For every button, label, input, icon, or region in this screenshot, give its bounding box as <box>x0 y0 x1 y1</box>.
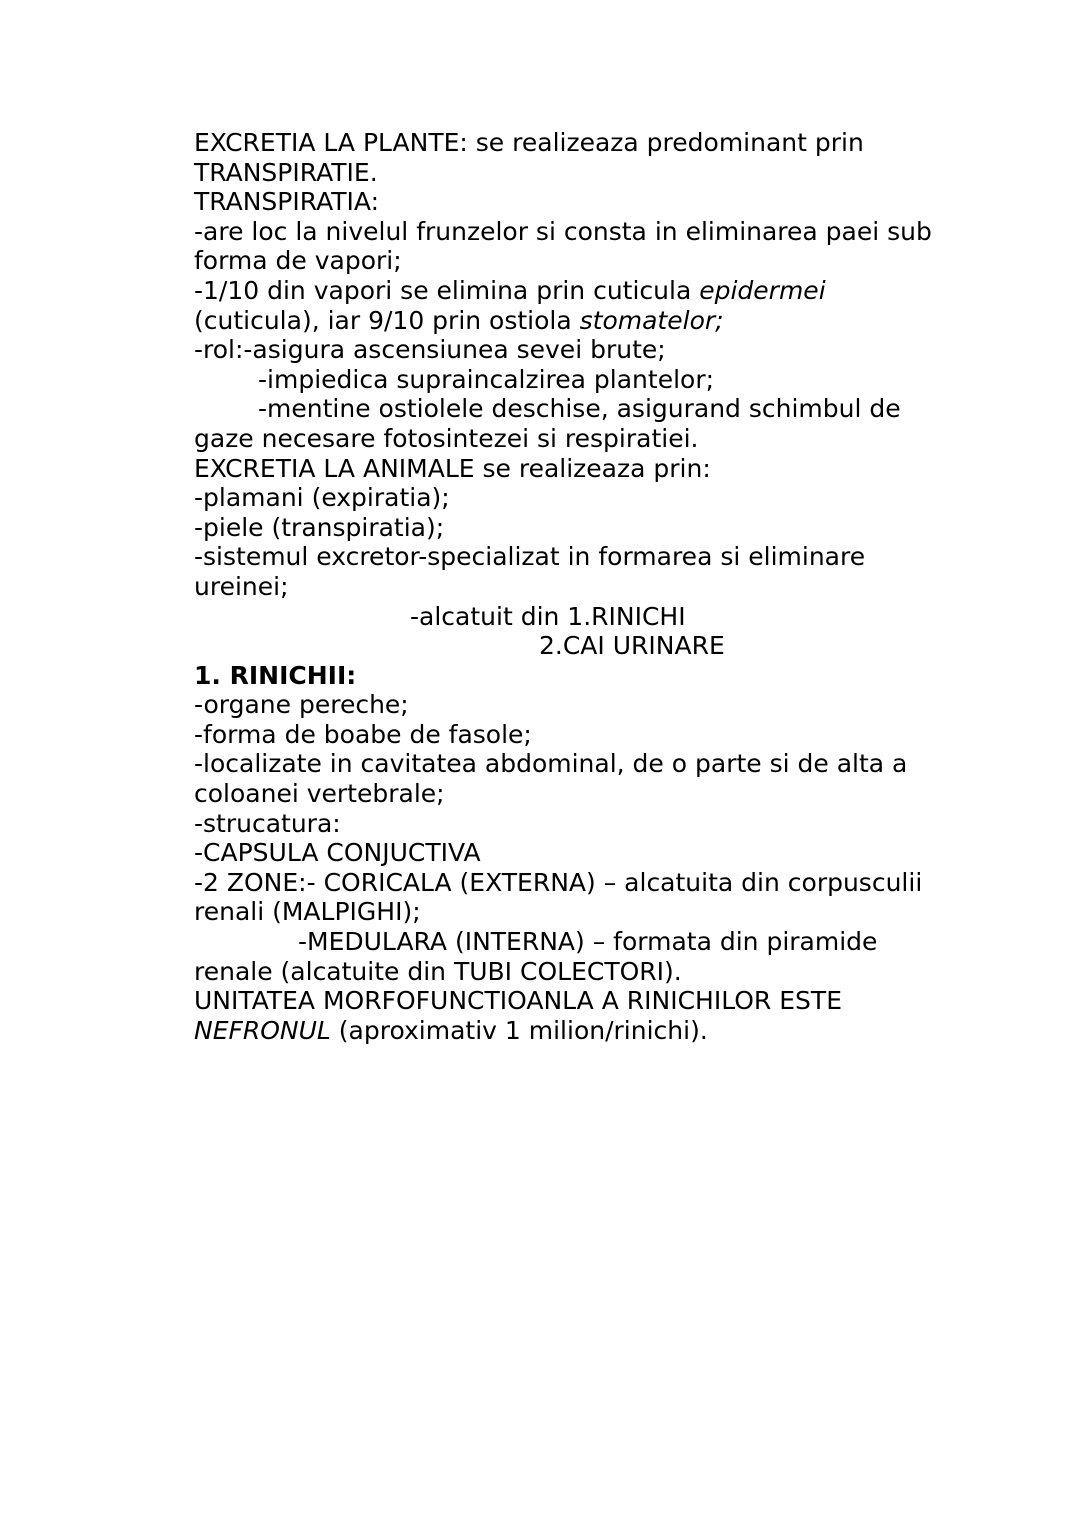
text-span: (aproximativ 1 milion/rinichi). <box>330 1015 708 1045</box>
text-span: (cuticula), iar 9/10 prin ostiola <box>194 305 580 335</box>
text-line <box>194 306 974 336</box>
text-line: -organe pereche; <box>194 690 409 720</box>
text-line: -impiedica supraincalzirea plantelor; <box>258 364 715 394</box>
text-line: forma de vapori; <box>194 246 402 276</box>
text-line: renali (MALPIGHI); <box>194 897 421 927</box>
section-heading: 1. RINICHII: <box>194 660 357 690</box>
text-line: -2 ZONE:- CORICALA (EXTERNA) – alcatuita din corpusculii <box>194 867 923 897</box>
italic-term: stomatelor; <box>579 305 724 335</box>
text-line: -are loc la nivelul frunzelor si consta in eliminarea paei sub <box>194 216 932 246</box>
text-line: -localizate in cavitatea abdominal, de o parte si de alta a <box>194 749 908 779</box>
text-span: -1/10 din vapori se elimina prin cuticula <box>194 275 700 305</box>
text-line: EXCRETIA LA ANIMALE se realizeaza prin: <box>194 453 711 483</box>
text-line: renale (alcatuite din TUBI COLECTORI). <box>194 956 682 986</box>
italic-term: epidermei <box>699 275 826 305</box>
text-line: gaze necesare fotosintezei si respiratiei. <box>194 423 699 453</box>
document-page <box>194 128 974 1045</box>
text-line: -CAPSULA CONJUCTIVA <box>194 838 481 868</box>
text-line: ureinei; <box>194 571 289 601</box>
text-line: TRANSPIRATIA: <box>194 187 379 217</box>
text-line: -rol:-asigura ascensiunea sevei brute; <box>194 335 666 365</box>
text-line: -MEDULARA (INTERNA) – formata din piramide <box>298 927 878 957</box>
text-line: -mentine ostiolele deschise, asigurand schimbul de <box>258 394 901 424</box>
text-line: -strucatura: <box>194 808 341 838</box>
text-line: 2.CAI URINARE <box>539 631 725 661</box>
text-line: EXCRETIA LA PLANTE: se realizeaza predominant prin <box>194 128 864 157</box>
text-line: coloanei vertebrale; <box>194 779 445 809</box>
text-line <box>194 276 974 306</box>
text-line: TRANSPIRATIE. <box>194 157 378 187</box>
text-line: -piele (transpiratia); <box>194 512 445 542</box>
italic-term: NEFRONUL <box>194 1015 331 1045</box>
text-line: -alcatuit din 1.RINICHI <box>410 601 686 631</box>
text-line: -sistemul excretor-specializat in formarea si eliminare <box>194 542 866 572</box>
text-line <box>194 1016 974 1046</box>
text-line: -forma de boabe de fasole; <box>194 719 532 749</box>
text-line: -plamani (expiratia); <box>194 483 450 513</box>
text-line: UNITATEA MORFOFUNCTIOANLA A RINICHILOR ESTE <box>194 986 842 1016</box>
